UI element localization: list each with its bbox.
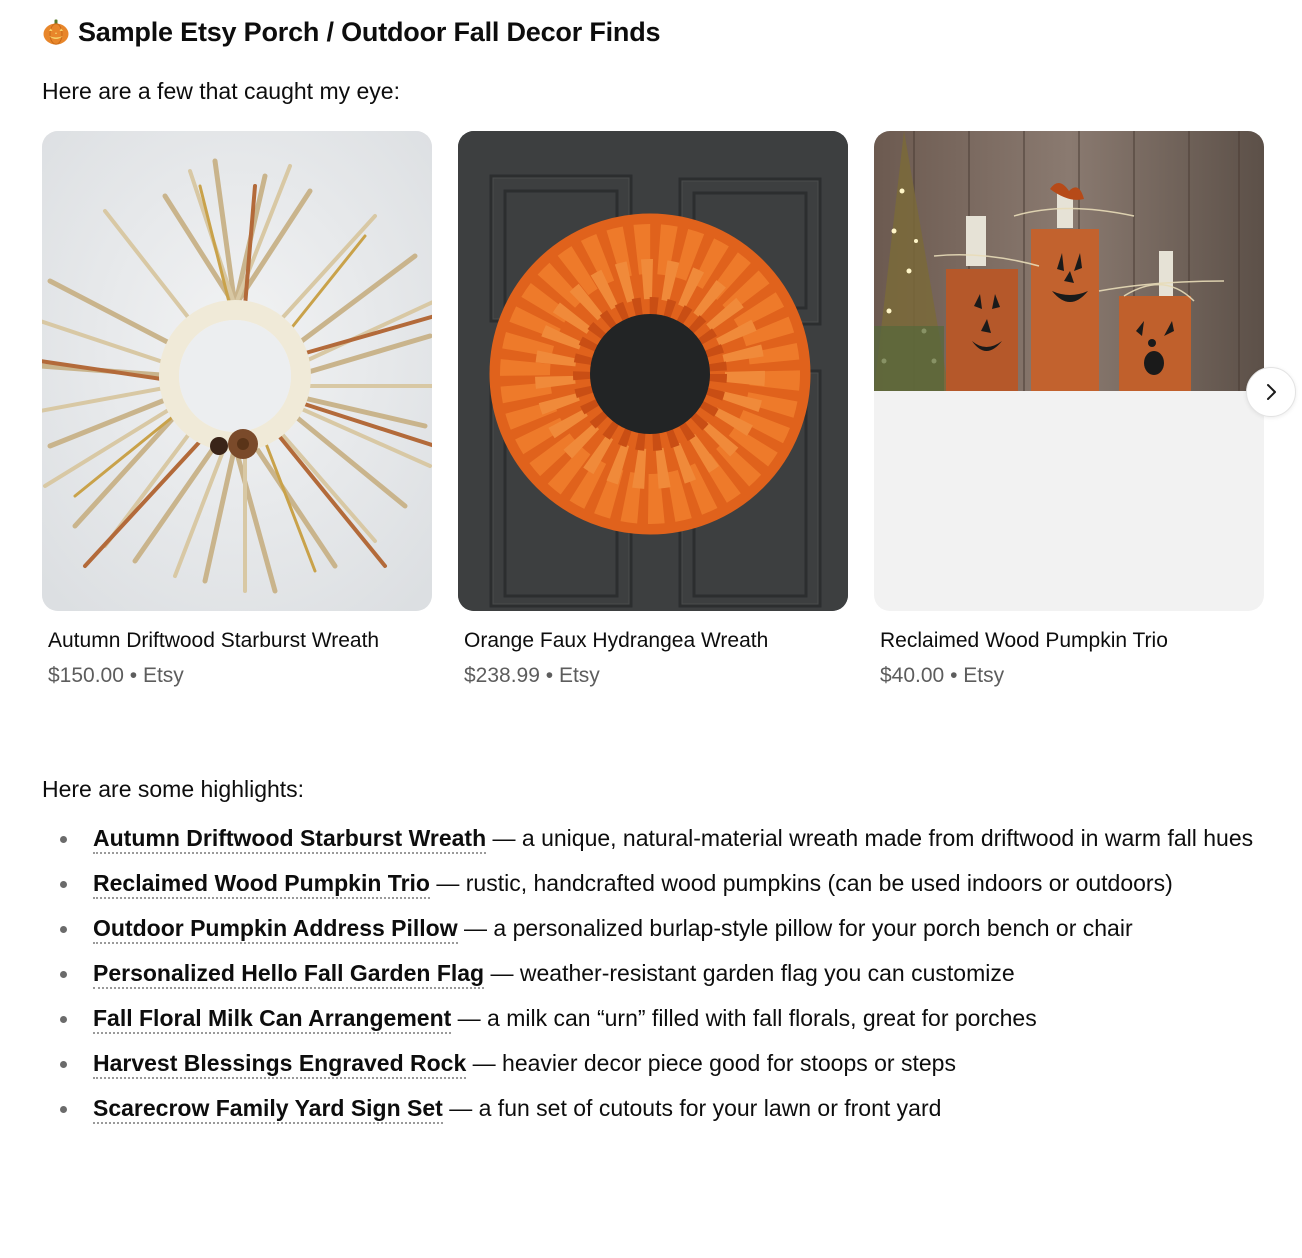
highlight-link[interactable]: Autumn Driftwood Starburst Wreath — [93, 825, 486, 854]
intro-text: Here are a few that caught my eye: — [42, 78, 400, 104]
highlight-link[interactable]: Fall Floral Milk Can Arrangement — [93, 1005, 451, 1034]
list-item — [42, 951, 1282, 996]
chevron-right-icon — [1261, 382, 1281, 402]
product-carousel — [42, 131, 1302, 731]
list-item — [42, 816, 1282, 861]
product-title[interactable]: Autumn Driftwood Starburst Wreath — [48, 629, 380, 652]
jack-o-lantern-icon — [42, 18, 70, 46]
list-item — [42, 861, 1282, 906]
product-source: Etsy — [558, 664, 600, 687]
product-meta — [48, 661, 426, 691]
highlight-link[interactable]: Scarecrow Family Yard Sign Set — [93, 1095, 443, 1124]
product-image-hydrangea-wreath[interactable] — [458, 131, 848, 611]
meta-separator: • — [129, 664, 138, 687]
product-card[interactable] — [874, 131, 1264, 691]
highlight-description: — a milk can “urn” filled with fall florals, great for porches — [451, 1005, 1037, 1031]
highlight-description: — a unique, natural-material wreath made from driftwood in warm fall hues — [486, 825, 1254, 851]
list-item — [42, 1086, 1282, 1131]
highlight-description: — rustic, handcrafted wood pumpkins (can be used indoors or outdoors) — [429, 870, 1173, 896]
highlight-description: — weather-resistant garden flag you can customize — [484, 960, 1015, 986]
product-source: Etsy — [963, 664, 1005, 687]
highlight-description: — a fun set of cutouts for your lawn or front yard — [442, 1095, 942, 1121]
section-heading — [42, 14, 660, 50]
highlight-description: — heavier decor piece good for stoops or steps — [466, 1050, 956, 1076]
product-price: $238.99 — [464, 664, 540, 687]
meta-separator: • — [950, 664, 958, 687]
highlights-list — [42, 816, 1282, 1131]
heading-title: Sample Etsy Porch / Outdoor Fall Decor Finds — [78, 16, 661, 47]
product-source: Etsy — [142, 664, 184, 687]
highlight-description: — a personalized burlap-style pillow for your porch bench or chair — [457, 915, 1133, 941]
highlight-link[interactable]: Personalized Hello Fall Garden Flag — [93, 960, 484, 989]
product-title[interactable]: Reclaimed Wood Pumpkin Trio — [880, 629, 1168, 652]
product-meta — [880, 661, 1258, 691]
product-image-pumpkin-trio[interactable] — [874, 131, 1264, 611]
highlights-intro: Here are some highlights: — [42, 776, 305, 802]
product-title[interactable]: Orange Faux Hydrangea Wreath — [464, 629, 769, 652]
product-image-driftwood-wreath[interactable] — [42, 131, 432, 611]
product-price: $40.00 — [880, 664, 945, 687]
product-meta — [464, 661, 842, 691]
highlight-link[interactable]: Harvest Blessings Engraved Rock — [93, 1050, 466, 1079]
list-item — [42, 996, 1282, 1041]
product-card[interactable] — [42, 131, 432, 691]
list-item — [42, 1041, 1282, 1086]
meta-separator: • — [545, 664, 554, 687]
product-card[interactable] — [458, 131, 848, 691]
highlight-link[interactable]: Reclaimed Wood Pumpkin Trio — [93, 870, 430, 899]
list-item — [42, 906, 1282, 951]
highlight-link[interactable]: Outdoor Pumpkin Address Pillow — [93, 915, 458, 944]
product-price: $150.00 — [48, 664, 124, 687]
carousel-next-button[interactable] — [1246, 367, 1296, 417]
